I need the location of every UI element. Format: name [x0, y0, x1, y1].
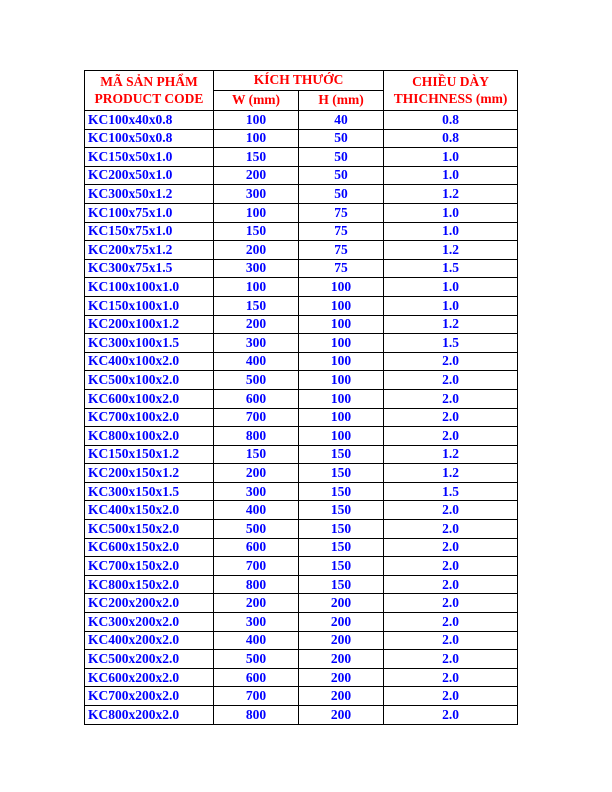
- thickness-cell: 1.0: [384, 203, 518, 222]
- product-code-cell: KC100x50x0.8: [85, 129, 214, 148]
- table-row: [85, 520, 518, 539]
- header-product-code-en: PRODUCT CODE: [94, 90, 204, 106]
- width-cell: 600: [214, 538, 299, 557]
- product-code-cell: KC400x150x2.0: [85, 501, 214, 520]
- height-cell: 100: [299, 278, 384, 297]
- table-row: [85, 650, 518, 669]
- height-cell: 75: [299, 203, 384, 222]
- width-cell: 800: [214, 575, 299, 594]
- thickness-cell: 2.0: [384, 538, 518, 557]
- thickness-cell: 1.2: [384, 464, 518, 483]
- width-cell: 200: [214, 315, 299, 334]
- thickness-cell: 1.0: [384, 166, 518, 185]
- height-cell: 100: [299, 352, 384, 371]
- product-spec-table: [84, 70, 518, 725]
- thickness-cell: 2.0: [384, 613, 518, 632]
- table-row: [85, 166, 518, 185]
- width-cell: 800: [214, 427, 299, 446]
- thickness-cell: 2.0: [384, 650, 518, 669]
- product-code-cell: KC400x100x2.0: [85, 352, 214, 371]
- header-thickness-vi: CHIỀU DÀY: [412, 74, 489, 90]
- thickness-cell: 0.8: [384, 129, 518, 148]
- product-code-cell: KC300x200x2.0: [85, 613, 214, 632]
- thickness-cell: 0.8: [384, 111, 518, 130]
- height-cell: 100: [299, 427, 384, 446]
- height-cell: 150: [299, 575, 384, 594]
- height-cell: 150: [299, 557, 384, 576]
- height-cell: 150: [299, 501, 384, 520]
- product-code-cell: KC100x75x1.0: [85, 203, 214, 222]
- width-cell: 600: [214, 668, 299, 687]
- thickness-cell: 1.2: [384, 241, 518, 260]
- width-cell: 200: [214, 241, 299, 260]
- height-cell: 75: [299, 259, 384, 278]
- table-row: [85, 389, 518, 408]
- product-code-cell: KC200x50x1.0: [85, 166, 214, 185]
- width-cell: 200: [214, 594, 299, 613]
- product-code-cell: KC700x200x2.0: [85, 687, 214, 706]
- table-row: [85, 557, 518, 576]
- header-width-col: W (mm): [214, 91, 299, 111]
- table-row: [85, 464, 518, 483]
- product-code-cell: KC300x75x1.5: [85, 259, 214, 278]
- height-cell: 50: [299, 129, 384, 148]
- height-cell: 100: [299, 408, 384, 427]
- table-row: [85, 427, 518, 446]
- product-code-cell: KC800x150x2.0: [85, 575, 214, 594]
- header-thickness-en: THICHNESS (mm): [393, 90, 508, 106]
- width-cell: 100: [214, 129, 299, 148]
- thickness-cell: 2.0: [384, 687, 518, 706]
- height-cell: 50: [299, 148, 384, 167]
- thickness-cell: 2.0: [384, 408, 518, 427]
- height-cell: 200: [299, 613, 384, 632]
- table-row: [85, 259, 518, 278]
- thickness-cell: 1.2: [384, 185, 518, 204]
- product-code-cell: KC700x150x2.0: [85, 557, 214, 576]
- width-cell: 300: [214, 334, 299, 353]
- product-code-cell: KC800x100x2.0: [85, 427, 214, 446]
- width-cell: 150: [214, 296, 299, 315]
- thickness-cell: 1.5: [384, 482, 518, 501]
- width-cell: 700: [214, 557, 299, 576]
- product-code-cell: KC500x100x2.0: [85, 371, 214, 390]
- product-code-cell: KC800x200x2.0: [85, 706, 214, 725]
- product-code-cell: KC150x100x1.0: [85, 296, 214, 315]
- product-code-cell: KC600x150x2.0: [85, 538, 214, 557]
- thickness-cell: 2.0: [384, 352, 518, 371]
- table-row: [85, 296, 518, 315]
- height-cell: 200: [299, 650, 384, 669]
- height-cell: 75: [299, 241, 384, 260]
- width-cell: 800: [214, 706, 299, 725]
- product-code-cell: KC300x50x1.2: [85, 185, 214, 204]
- table-row: [85, 706, 518, 725]
- width-cell: 100: [214, 111, 299, 130]
- product-code-cell: KC300x100x1.5: [85, 334, 214, 353]
- header-thickness: [384, 71, 518, 111]
- thickness-cell: 1.0: [384, 296, 518, 315]
- width-cell: 500: [214, 371, 299, 390]
- width-cell: 300: [214, 482, 299, 501]
- table-row: [85, 408, 518, 427]
- thickness-cell: 2.0: [384, 631, 518, 650]
- thickness-cell: 2.0: [384, 668, 518, 687]
- height-cell: 200: [299, 687, 384, 706]
- width-cell: 700: [214, 408, 299, 427]
- height-cell: 150: [299, 482, 384, 501]
- thickness-cell: 2.0: [384, 706, 518, 725]
- width-cell: 300: [214, 613, 299, 632]
- width-cell: 300: [214, 259, 299, 278]
- table-row: [85, 241, 518, 260]
- table-row: [85, 129, 518, 148]
- header-dimensions-group: KÍCH THƯỚC: [214, 71, 384, 91]
- height-cell: 50: [299, 185, 384, 204]
- thickness-cell: 2.0: [384, 520, 518, 539]
- width-cell: 500: [214, 520, 299, 539]
- height-cell: 150: [299, 538, 384, 557]
- table-row: [85, 482, 518, 501]
- thickness-cell: 1.0: [384, 222, 518, 241]
- height-cell: 100: [299, 371, 384, 390]
- thickness-cell: 2.0: [384, 389, 518, 408]
- thickness-cell: 1.2: [384, 445, 518, 464]
- product-code-cell: KC300x150x1.5: [85, 482, 214, 501]
- width-cell: 150: [214, 148, 299, 167]
- table-row: [85, 594, 518, 613]
- table-row: [85, 668, 518, 687]
- height-cell: 100: [299, 389, 384, 408]
- height-cell: 200: [299, 706, 384, 725]
- product-code-cell: KC700x100x2.0: [85, 408, 214, 427]
- table-row: [85, 445, 518, 464]
- width-cell: 400: [214, 501, 299, 520]
- thickness-cell: 1.5: [384, 334, 518, 353]
- height-cell: 150: [299, 520, 384, 539]
- width-cell: 500: [214, 650, 299, 669]
- thickness-cell: 1.0: [384, 278, 518, 297]
- width-cell: 200: [214, 166, 299, 185]
- thickness-cell: 1.5: [384, 259, 518, 278]
- width-cell: 700: [214, 687, 299, 706]
- table-row: [85, 631, 518, 650]
- thickness-cell: 2.0: [384, 575, 518, 594]
- table-row: [85, 148, 518, 167]
- width-cell: 100: [214, 278, 299, 297]
- height-cell: 100: [299, 296, 384, 315]
- header-product-code: [85, 71, 214, 111]
- thickness-cell: 1.2: [384, 315, 518, 334]
- thickness-cell: 2.0: [384, 594, 518, 613]
- header-height-col: H (mm): [299, 91, 384, 111]
- table-row: [85, 222, 518, 241]
- product-code-cell: KC150x150x1.2: [85, 445, 214, 464]
- table-row: [85, 334, 518, 353]
- product-code-cell: KC200x200x2.0: [85, 594, 214, 613]
- height-cell: 200: [299, 631, 384, 650]
- table-row: [85, 371, 518, 390]
- width-cell: 150: [214, 445, 299, 464]
- table-row: [85, 111, 518, 130]
- product-code-cell: KC400x200x2.0: [85, 631, 214, 650]
- height-cell: 200: [299, 594, 384, 613]
- height-cell: 75: [299, 222, 384, 241]
- thickness-cell: 1.0: [384, 148, 518, 167]
- table-row: [85, 501, 518, 520]
- thickness-cell: 2.0: [384, 371, 518, 390]
- height-cell: 40: [299, 111, 384, 130]
- width-cell: 400: [214, 352, 299, 371]
- height-cell: 150: [299, 445, 384, 464]
- thickness-cell: 2.0: [384, 501, 518, 520]
- product-code-cell: KC200x150x1.2: [85, 464, 214, 483]
- height-cell: 100: [299, 334, 384, 353]
- width-cell: 300: [214, 185, 299, 204]
- table-row: [85, 203, 518, 222]
- width-cell: 400: [214, 631, 299, 650]
- product-code-cell: KC100x100x1.0: [85, 278, 214, 297]
- width-cell: 100: [214, 203, 299, 222]
- height-cell: 150: [299, 464, 384, 483]
- product-code-cell: KC600x100x2.0: [85, 389, 214, 408]
- thickness-cell: 2.0: [384, 427, 518, 446]
- table-row: [85, 687, 518, 706]
- table-row: [85, 185, 518, 204]
- product-code-cell: KC500x200x2.0: [85, 650, 214, 669]
- product-code-cell: KC200x100x1.2: [85, 315, 214, 334]
- width-cell: 600: [214, 389, 299, 408]
- table-row: [85, 538, 518, 557]
- table-body: [85, 111, 518, 725]
- product-code-cell: KC500x150x2.0: [85, 520, 214, 539]
- product-code-cell: KC100x40x0.8: [85, 111, 214, 130]
- table-header: [85, 71, 518, 111]
- width-cell: 150: [214, 222, 299, 241]
- product-code-cell: KC150x75x1.0: [85, 222, 214, 241]
- table-row: [85, 278, 518, 297]
- thickness-cell: 2.0: [384, 557, 518, 576]
- table-row: [85, 352, 518, 371]
- height-cell: 200: [299, 668, 384, 687]
- table-row: [85, 575, 518, 594]
- table-row: [85, 315, 518, 334]
- header-product-code-vi: MÃ SẢN PHẨM: [100, 74, 198, 90]
- height-cell: 100: [299, 315, 384, 334]
- product-code-cell: KC200x75x1.2: [85, 241, 214, 260]
- table-row: [85, 613, 518, 632]
- width-cell: 200: [214, 464, 299, 483]
- product-code-cell: KC600x200x2.0: [85, 668, 214, 687]
- product-code-cell: KC150x50x1.0: [85, 148, 214, 167]
- height-cell: 50: [299, 166, 384, 185]
